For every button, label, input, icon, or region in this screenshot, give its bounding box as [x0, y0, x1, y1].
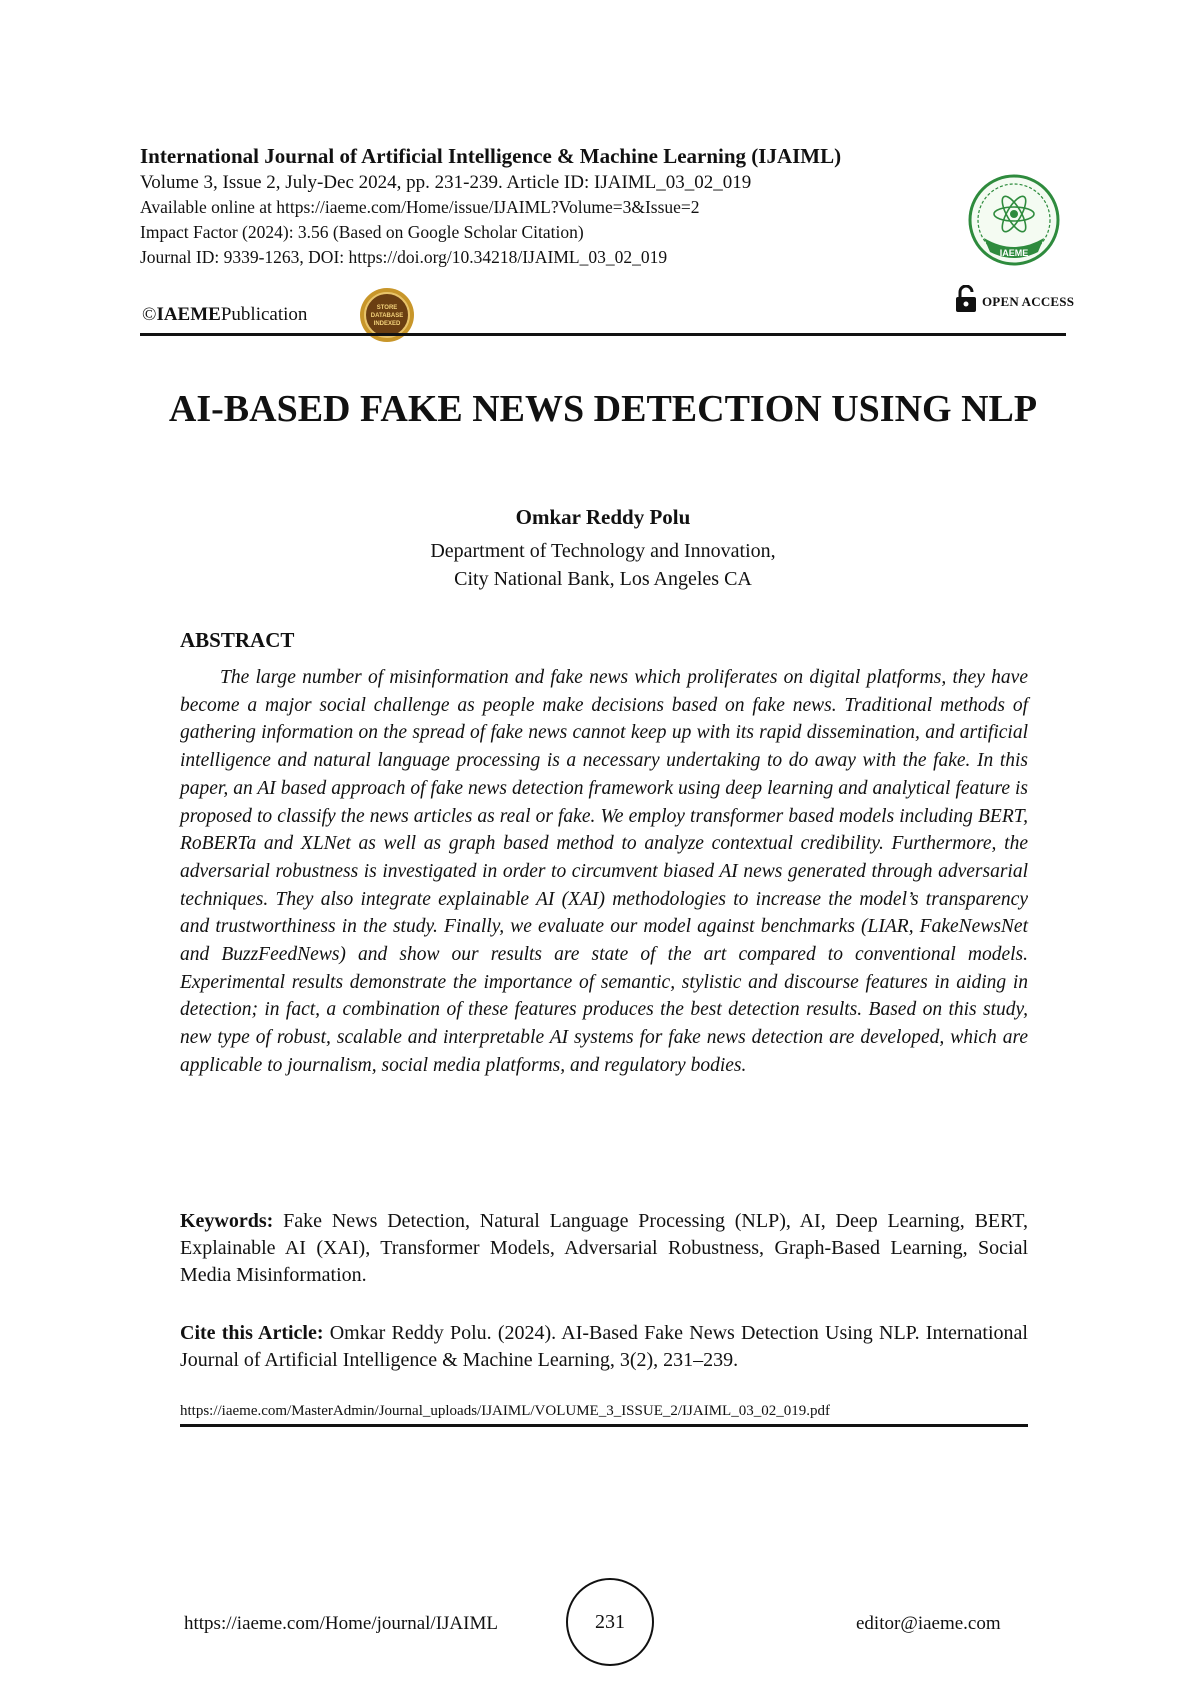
- impact-factor-line: Impact Factor (2024): 3.56 (Based on Google Scholar Citation): [140, 222, 584, 242]
- abstract-body: The large number of misinformation and fake news which proliferates on digital platforms, they have become a major social challenge as people make decisions based on fake news. Traditional methods of gathering information on the spread of fake news cannot keep up with its rapid dissemination, and artificial intelligence and natural language processing is a necessary undertaking to do away with the fake. In this paper, an AI based approach of fake news detection framework using deep learning and analytical feature is proposed to classify the news articles as real or fake. We employ transformer based models including BERT, RoBERTa and XLNet as well as graph based method to analyze contextual credibility. Furthermore, the adversarial robustness is investigated in order to circumvent biased AI news generated through adversarial techniques. They also integrate explainable AI (XAI) methodologies to increase the model’s transparency and trustworthiness in the study. Finally, we evaluate our model against benchmarks (LIAR, FakeNewsNet and BuzzFeedNews) and show our results are state of the art compared to conventional models. Experimental results demonstrate the importance of semantic, stylistic and discourse features in aiding in detection; in fact, a combination of these features produces the best detection results. Based on this study, new type of robust, scalable and interpretable AI systems for fake news detection are developed, which are applicable to journalism, social media platforms, and regulatory bodies.: [180, 667, 1028, 1076]
- paper-title: AI-BASED FAKE NEWS DETECTION USING NLP: [168, 388, 1038, 430]
- page-number: 231: [566, 1578, 654, 1666]
- logo-text: IAEME: [999, 248, 1029, 258]
- journal-header: [140, 143, 1070, 270]
- copyright-symbol: ©: [142, 304, 157, 325]
- indexed-seal: [358, 286, 416, 349]
- keywords-label: Keywords:: [180, 1210, 274, 1232]
- citation-divider: [180, 1424, 1028, 1427]
- seal-line-2: DATABASE: [370, 313, 404, 319]
- cite-label: Cite this Article:: [180, 1322, 324, 1344]
- padlock-open-icon: [955, 285, 977, 318]
- footer-journal-url[interactable]: https://iaeme.com/Home/journal/IJAIML: [184, 1613, 498, 1634]
- publication-word: Publication: [220, 304, 308, 325]
- footer-email[interactable]: editor@iaeme.com: [856, 1613, 1001, 1634]
- citation-paragraph: [180, 1320, 1028, 1374]
- keywords-paragraph: [180, 1208, 1028, 1289]
- available-online-line[interactable]: Available online at https://iaeme.com/Home/issue/IJAIML?Volume=3&Issue=2: [140, 197, 700, 217]
- header-divider: [140, 333, 1066, 336]
- open-access-label: OPEN ACCESS: [982, 293, 1075, 309]
- iaeme-logo: [962, 172, 1066, 276]
- keywords-text: Fake News Detection, Natural Language Processing (NLP), AI, Deep Learning, BERT, Explainable AI (XAI), Transformer Models, Adversarial Robustness, Graph-Based Learning, Social Media Misinformation.: [180, 1210, 1028, 1286]
- publisher-name: IAEME: [156, 304, 221, 325]
- seal-line-3: INDEXED: [373, 321, 401, 327]
- abstract-heading: ABSTRACT: [180, 628, 295, 652]
- volume-line: Volume 3, Issue 2, July-Dec 2024, pp. 231-239. Article ID: IJAIML_03_02_019: [140, 172, 752, 193]
- seal-line-1: STORE: [376, 305, 398, 311]
- journal-id-doi-line[interactable]: Journal ID: 9339-1263, DOI: https://doi.org/10.34218/IJAIML_03_02_019: [140, 247, 668, 267]
- author-affiliation: [140, 537, 1066, 593]
- author-name: Omkar Reddy Polu: [515, 505, 691, 529]
- citation-url[interactable]: https://iaeme.com/MasterAdmin/Journal_uploads/IJAIML/VOLUME_3_ISSUE_2/IJAIML_03_02_019.pdf: [180, 1403, 830, 1419]
- affiliation-line-1: Department of Technology and Innovation,: [430, 540, 776, 562]
- publisher-line: [142, 304, 307, 326]
- affiliation-line-2: City National Bank, Los Angeles CA: [454, 568, 752, 590]
- cite-text: Omkar Reddy Polu. (2024). AI-Based Fake News Detection Using NLP. International Journal of Artificial Intelligence & Machine Learning, 3(2), 231–239.: [180, 1322, 1028, 1371]
- journal-title: International Journal of Artificial Intelligence & Machine Learning (IJAIML): [140, 144, 842, 168]
- open-access-badge: [955, 285, 1074, 318]
